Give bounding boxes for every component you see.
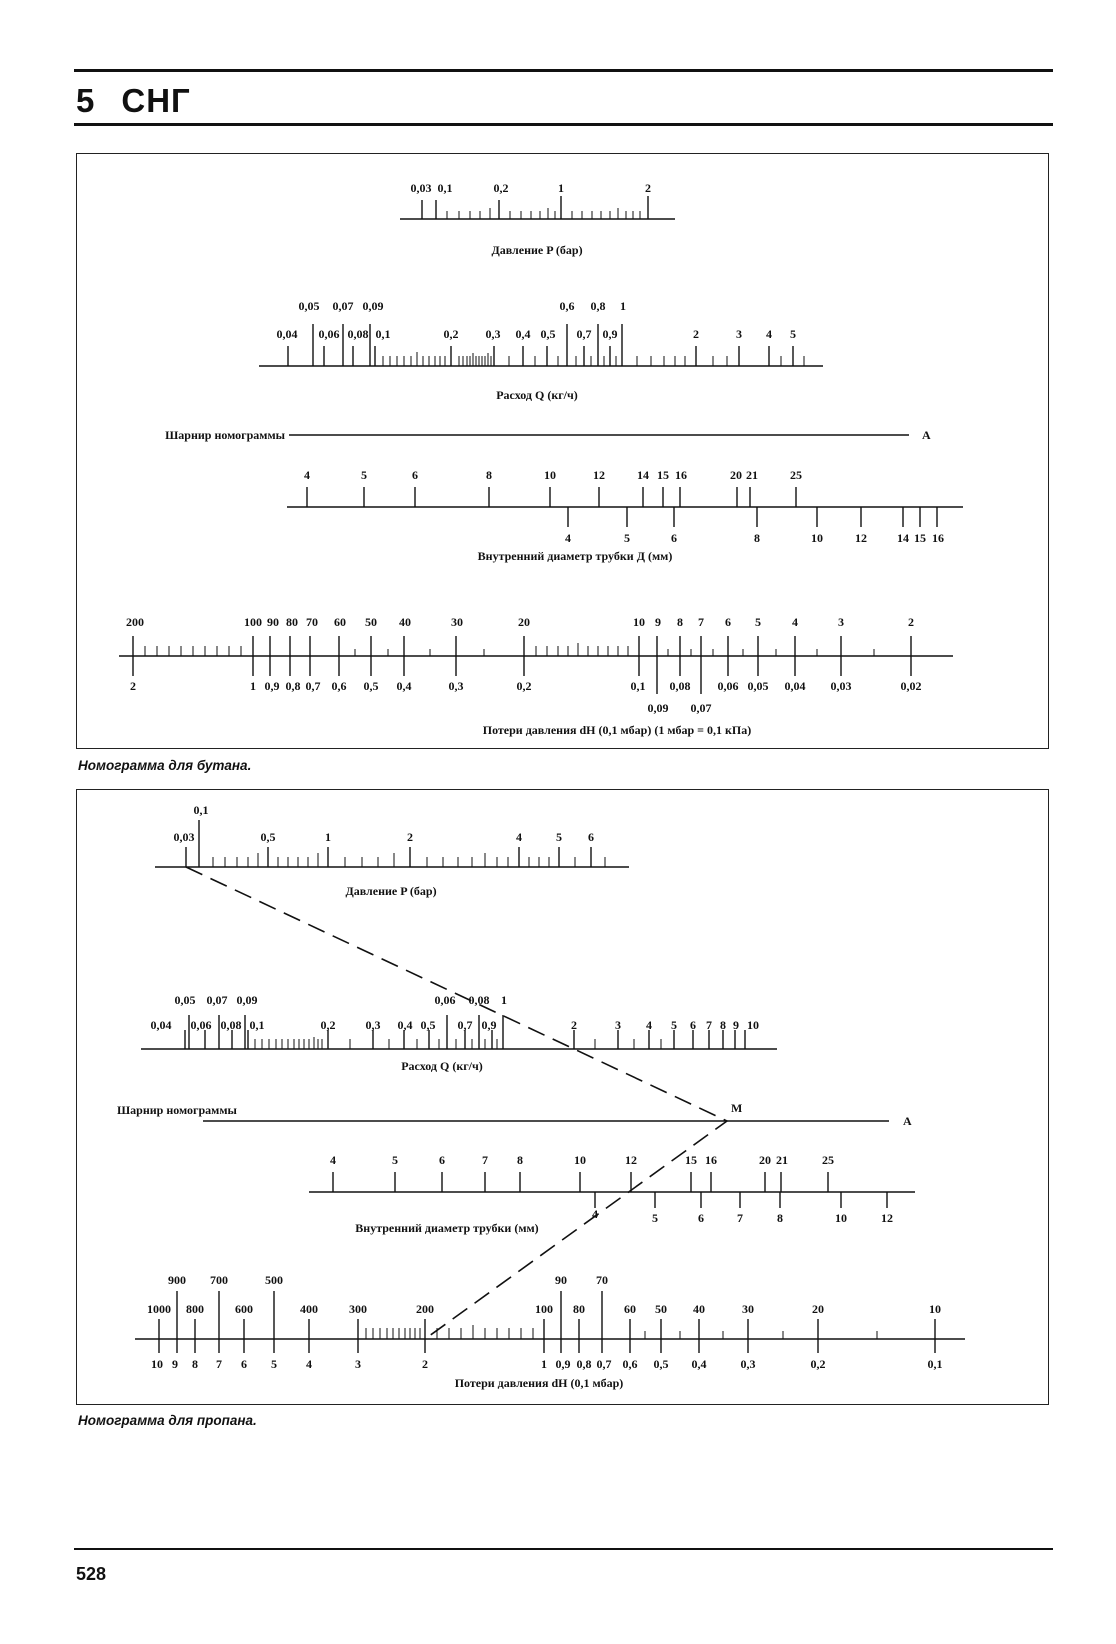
chapter-number: 5 — [76, 82, 96, 119]
propane-pressure-labels — [174, 803, 595, 844]
butane-flow-upper-labels — [299, 299, 627, 313]
propane-pressure-title: Давление P (бар) — [345, 884, 437, 898]
tick-label: 900 — [168, 1273, 186, 1287]
tick-label: 7 — [698, 615, 704, 629]
tick-label: 200 — [416, 1302, 434, 1316]
tick-label: 10 — [544, 468, 556, 482]
tick-label: 0,6 — [622, 1357, 638, 1371]
tick-label: 14 — [897, 531, 909, 545]
tick-label: 0,05 — [747, 679, 769, 693]
tick-label: 10 — [929, 1302, 941, 1316]
tick-label: 2 — [571, 1018, 577, 1032]
tick-label: 0,2 — [443, 327, 459, 341]
tick-label: 500 — [265, 1273, 283, 1287]
tick-label: 0,07 — [206, 993, 228, 1007]
tick-label: 0,5 — [363, 679, 379, 693]
tick-label: 200 — [126, 615, 144, 629]
butane-loss-minor-ticks — [145, 643, 874, 656]
tick-label: 25 — [822, 1153, 834, 1167]
propane-hinge-end-label: A — [903, 1114, 912, 1128]
tick-label: 4 — [565, 531, 571, 545]
butane-loss-upper-labels — [126, 615, 914, 629]
tick-label: 0,02 — [900, 679, 922, 693]
tick-label: 16 — [932, 531, 944, 545]
tick-label: 0,04 — [784, 679, 806, 693]
tick-label: 0,1 — [437, 181, 453, 195]
propane-flow-upper-labels — [175, 993, 508, 1007]
tick-label: 3 — [838, 615, 844, 629]
tick-label: 0,5 — [540, 327, 556, 341]
tick-label: 6 — [698, 1211, 704, 1225]
tick-label: 0,09 — [362, 299, 384, 313]
tick-label: 40 — [693, 1302, 705, 1316]
butane-pressure-major-ticks — [422, 196, 648, 219]
tick-label: 30 — [451, 615, 463, 629]
tick-label: 8 — [777, 1211, 783, 1225]
butane-hinge-title: Шарнир номограммы — [165, 428, 285, 442]
tick-label: 15 — [685, 1153, 697, 1167]
tick-label: 700 — [210, 1273, 228, 1287]
tick-label: 5 — [755, 615, 761, 629]
tick-label: 0,5 — [260, 830, 276, 844]
tick-label: 8 — [486, 468, 492, 482]
tick-label: 4 — [516, 830, 522, 844]
page-number: 528 — [76, 1564, 107, 1584]
tick-label: 5 — [271, 1357, 277, 1371]
tick-label: 0,8 — [590, 299, 606, 313]
tick-label: 800 — [186, 1302, 204, 1316]
tick-label: 0,7 — [596, 1357, 612, 1371]
tick-label: 3 — [355, 1357, 361, 1371]
tick-label: 5 — [392, 1153, 398, 1167]
tick-label: 300 — [349, 1302, 367, 1316]
tick-label: 7 — [216, 1357, 222, 1371]
tick-label: 0,06 — [190, 1018, 212, 1032]
tick-label: 0,08 — [468, 993, 490, 1007]
tick-label: 0,08 — [220, 1018, 242, 1032]
tick-label: 9 — [655, 615, 661, 629]
propane-example-dashed-path — [186, 867, 727, 1339]
tick-label: 0,08 — [669, 679, 691, 693]
tick-label: 2 — [693, 327, 699, 341]
tick-label: 12 — [855, 531, 867, 545]
tick-label: 0,5 — [420, 1018, 436, 1032]
tick-label: 0,08 — [347, 327, 369, 341]
tick-label: 60 — [624, 1302, 636, 1316]
tick-label: 4 — [646, 1018, 652, 1032]
tick-label: 15 — [914, 531, 926, 545]
tick-label: 1 — [541, 1357, 547, 1371]
tick-label: 70 — [596, 1273, 608, 1287]
tick-label: 0,6 — [559, 299, 575, 313]
tick-label: 0,05 — [174, 993, 196, 1007]
tick-label: 100 — [244, 615, 262, 629]
butane-diameter-upper-labels — [304, 468, 802, 482]
tick-label: 0,03 — [410, 181, 432, 195]
tick-label: 15 — [657, 468, 669, 482]
tick-label: 2 — [130, 679, 136, 693]
tick-label: 0,4 — [397, 1018, 413, 1032]
tick-label: 0,06 — [434, 993, 456, 1007]
tick-label: 0,07 — [332, 299, 354, 313]
tick-label: 1 — [325, 830, 331, 844]
tick-label: 0,3 — [448, 679, 464, 693]
tick-label: 10 — [151, 1357, 163, 1371]
tick-label: 0,4 — [396, 679, 412, 693]
butane-flow-lower-labels — [277, 327, 797, 341]
butane-diameter-title: Внутренний диаметр трубки Д (мм) — [477, 549, 673, 563]
tick-label: 4 — [592, 1207, 598, 1221]
tick-label: 4 — [304, 468, 310, 482]
tick-label: 0,9 — [264, 679, 280, 693]
top-rule — [74, 69, 1053, 72]
tick-label: 0,1 — [249, 1018, 265, 1032]
tick-label: 16 — [705, 1153, 717, 1167]
tick-label: 50 — [655, 1302, 667, 1316]
tick-label: 0,04 — [150, 1018, 172, 1032]
tick-label: 0,3 — [365, 1018, 381, 1032]
tick-label: 21 — [746, 468, 758, 482]
tick-label: 10 — [835, 1211, 847, 1225]
tick-label: 80 — [286, 615, 298, 629]
tick-label: 25 — [790, 468, 802, 482]
tick-label: 10 — [574, 1153, 586, 1167]
butane-flow-title: Расход Q (кг/ч) — [496, 388, 578, 402]
propane-loss-title: Потери давления dH (0,1 мбар) — [454, 1376, 624, 1390]
tick-label: 5 — [652, 1211, 658, 1225]
tick-label: 5 — [556, 830, 562, 844]
propane-hinge-title: Шарнир номограммы — [117, 1103, 237, 1117]
tick-label: 60 — [334, 615, 346, 629]
tick-label: 6 — [690, 1018, 696, 1032]
tick-label: 0,2 — [493, 181, 509, 195]
tick-label: 90 — [555, 1273, 567, 1287]
tick-label: 0,7 — [305, 679, 321, 693]
propane-loss-major-ticks — [159, 1291, 935, 1353]
heading-underline — [74, 123, 1053, 126]
tick-label: 0,9 — [555, 1357, 571, 1371]
tick-label: 6 — [412, 468, 418, 482]
tick-label: 0,8 — [576, 1357, 592, 1371]
chapter-heading — [76, 82, 191, 120]
tick-label: 20 — [730, 468, 742, 482]
tick-label: 2 — [645, 181, 651, 195]
tick-label: 12 — [593, 468, 605, 482]
chapter-title: СНГ — [121, 82, 191, 119]
tick-label: 0,9 — [602, 327, 618, 341]
tick-label: 0,6 — [331, 679, 347, 693]
tick-label: 0,9 — [481, 1018, 497, 1032]
propane-flow-minor-ticks — [255, 1037, 661, 1049]
tick-label: 0,4 — [515, 327, 531, 341]
tick-label: 0,2 — [320, 1018, 336, 1032]
tick-label: 0,2 — [810, 1357, 826, 1371]
tick-label: 9 — [172, 1357, 178, 1371]
tick-label: 4 — [766, 327, 772, 341]
tick-label: 5 — [790, 327, 796, 341]
tick-label: 12 — [625, 1153, 637, 1167]
tick-label: 8 — [754, 531, 760, 545]
tick-label: 5 — [624, 531, 630, 545]
tick-label: 8 — [720, 1018, 726, 1032]
tick-label: 0,05 — [298, 299, 320, 313]
tick-label: 7 — [737, 1211, 743, 1225]
tick-label: 100 — [535, 1302, 553, 1316]
tick-label: 16 — [675, 468, 687, 482]
tick-label: 4 — [330, 1153, 336, 1167]
tick-label: 0,09 — [647, 701, 669, 715]
propane-nomogram — [76, 789, 1049, 1405]
tick-label: 21 — [776, 1153, 788, 1167]
tick-label: 0,06 — [318, 327, 340, 341]
propane-flow-lower-labels — [151, 1018, 760, 1032]
tick-label: 1 — [501, 993, 507, 1007]
propane-diameter-title: Внутренний диаметр трубки (мм) — [355, 1221, 539, 1235]
footer-rule — [74, 1548, 1053, 1550]
propane-pressure-minor-ticks — [213, 853, 605, 867]
propane-loss-lower-labels — [151, 1357, 943, 1371]
butane-caption: Номограмма для бутана. — [78, 758, 252, 773]
propane-loss-upper-labels-row1 — [168, 1273, 608, 1287]
tick-label: 50 — [365, 615, 377, 629]
tick-label: 6 — [588, 830, 594, 844]
butane-pressure-title: Давление P (бар) — [491, 243, 583, 257]
butane-pressure-labels — [411, 181, 652, 195]
tick-label: 8 — [517, 1153, 523, 1167]
tick-label: 0,03 — [830, 679, 852, 693]
tick-label: 5 — [671, 1018, 677, 1032]
tick-label: 1 — [558, 181, 564, 195]
propane-flow-title: Расход Q (кг/ч) — [401, 1059, 483, 1073]
tick-label: 0,1 — [927, 1357, 943, 1371]
tick-label: 2 — [422, 1357, 428, 1371]
tick-label: 8 — [677, 615, 683, 629]
tick-label: 6 — [241, 1357, 247, 1371]
tick-label: 0,3 — [740, 1357, 756, 1371]
propane-hinge-point-label: M — [731, 1101, 743, 1115]
propane-diameter-lower-labels — [592, 1207, 893, 1225]
tick-label: 7 — [706, 1018, 712, 1032]
tick-label: 0,04 — [276, 327, 298, 341]
propane-pressure-major-ticks — [186, 820, 591, 867]
tick-label: 30 — [742, 1302, 754, 1316]
butane-pressure-minor-ticks — [447, 208, 640, 219]
butane-loss-title: Потери давления dH (0,1 мбар) (1 мбар = 0,1 кПа) — [482, 723, 752, 737]
propane-caption: Номограмма для пропана. — [78, 1413, 257, 1428]
tick-label: 0,5 — [653, 1357, 669, 1371]
butane-loss-lower-labels — [130, 679, 922, 715]
propane-loss-upper-labels-row2 — [147, 1302, 941, 1316]
tick-label: 10 — [633, 615, 645, 629]
tick-label: 0,7 — [576, 327, 592, 341]
tick-label: 20 — [812, 1302, 824, 1316]
tick-label: 400 — [300, 1302, 318, 1316]
tick-label: 1 — [250, 679, 256, 693]
tick-label: 3 — [615, 1018, 621, 1032]
butane-diameter-lower-ticks — [568, 507, 937, 527]
propane-diameter-upper-labels — [330, 1153, 834, 1167]
tick-label: 0,1 — [630, 679, 646, 693]
tick-label: 80 — [573, 1302, 585, 1316]
tick-label: 3 — [736, 327, 742, 341]
tick-label: 7 — [482, 1153, 488, 1167]
tick-label: 12 — [881, 1211, 893, 1225]
propane-diameter-lower-ticks — [595, 1192, 887, 1208]
tick-label: 20 — [759, 1153, 771, 1167]
tick-label: 0,1 — [193, 803, 209, 817]
tick-label: 4 — [792, 615, 798, 629]
tick-label: 0,4 — [691, 1357, 707, 1371]
tick-label: 40 — [399, 615, 411, 629]
tick-label: 0,2 — [516, 679, 532, 693]
tick-label: 0,3 — [485, 327, 501, 341]
tick-label: 0,09 — [236, 993, 258, 1007]
tick-label: 5 — [361, 468, 367, 482]
tick-label: 6 — [671, 531, 677, 545]
tick-label: 4 — [306, 1357, 312, 1371]
tick-label: 2 — [407, 830, 413, 844]
tick-label: 1 — [620, 299, 626, 313]
tick-label: 10 — [747, 1018, 759, 1032]
tick-label: 70 — [306, 615, 318, 629]
tick-label: 0,06 — [717, 679, 739, 693]
tick-label: 0,07 — [690, 701, 712, 715]
butane-diameter-lower-labels — [565, 531, 944, 545]
tick-label: 2 — [908, 615, 914, 629]
tick-label: 0,8 — [285, 679, 301, 693]
tick-label: 1000 — [147, 1302, 171, 1316]
tick-label: 0,7 — [457, 1018, 473, 1032]
tick-label: 9 — [733, 1018, 739, 1032]
tick-label: 0,03 — [173, 830, 195, 844]
tick-label: 10 — [811, 531, 823, 545]
tick-label: 6 — [725, 615, 731, 629]
butane-hinge-end-label: A — [922, 428, 931, 442]
propane-nomogram-svg — [77, 790, 1050, 1406]
tick-label: 8 — [192, 1357, 198, 1371]
butane-diameter-upper-ticks — [307, 487, 796, 507]
butane-flow-minor-ticks — [383, 352, 804, 366]
tick-label: 6 — [439, 1153, 445, 1167]
tick-label: 14 — [637, 468, 649, 482]
propane-diameter-upper-ticks — [333, 1172, 828, 1192]
tick-label: 20 — [518, 615, 530, 629]
tick-label: 0,1 — [375, 327, 391, 341]
butane-nomogram — [76, 153, 1049, 749]
tick-label: 600 — [235, 1302, 253, 1316]
butane-nomogram-svg — [77, 154, 1050, 750]
tick-label: 90 — [267, 615, 279, 629]
